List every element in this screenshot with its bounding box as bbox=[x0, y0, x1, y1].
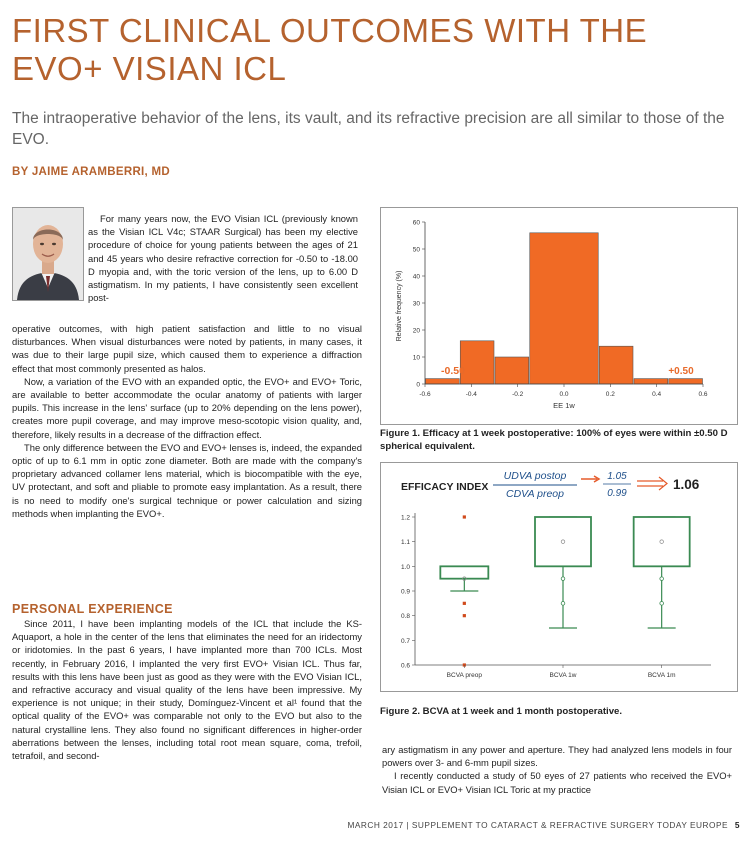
y-tick-label: 30 bbox=[412, 300, 420, 308]
y-axis-label: Relative frequency (%) bbox=[396, 270, 403, 342]
y-tick-label: 60 bbox=[412, 219, 420, 227]
y-tick-label: 20 bbox=[412, 327, 420, 335]
iqr-box bbox=[634, 517, 690, 566]
formula-numerator: UDVA postop bbox=[503, 470, 567, 482]
author-byline: BY JAIME ARAMBERRI, MD bbox=[12, 166, 171, 178]
efficacy-result: 1.06 bbox=[673, 477, 700, 492]
ratio-denominator: 0.99 bbox=[607, 488, 627, 499]
formula-denominator: CDVA preop bbox=[506, 488, 564, 500]
histogram-bar-0 bbox=[426, 379, 460, 384]
y-tick-label: 0.9 bbox=[400, 588, 410, 596]
author-portrait-image bbox=[13, 208, 83, 300]
y-tick-label: 40 bbox=[412, 273, 420, 281]
category-label: BCVA 1w bbox=[549, 672, 577, 679]
x-axis-label: EE 1w bbox=[553, 401, 575, 410]
whisker-dot bbox=[561, 602, 565, 606]
body-text-left bbox=[12, 322, 362, 520]
paragraph-1a: For many years now, the EVO Visian ICL (previously known as the Visian ICL V4c; STAAR Surgical) has been my elective procedure of choice for young patients between the ages of 21 and 45 years who desire refractive correction for -0.50 to -18.00 D myopia and, with the toric version of the lens, up to 6.00 D astigmatism. In my patients, I have consistently seen excellent post- bbox=[88, 213, 358, 304]
figure-1-caption: Figure 1. Efficacy at 1 week postoperative: 100% of eyes were within ±0.50 D spherical equivalent. bbox=[380, 428, 728, 452]
article-subtitle: The intraoperative behavior of the lens, its vault, and its refractive precision are all similar to those of the EVO. bbox=[12, 110, 725, 148]
y-tick-label: 50 bbox=[412, 246, 420, 254]
y-tick-label: 0.6 bbox=[400, 662, 410, 670]
x-tick-label: -0.4 bbox=[465, 391, 477, 398]
x-tick-label: 0.4 bbox=[652, 391, 662, 398]
section-heading-personal-experience: PERSONAL EXPERIENCE bbox=[12, 602, 173, 616]
histogram-bar-6 bbox=[669, 379, 703, 384]
body-text-right bbox=[382, 743, 732, 796]
category-label: BCVA preop bbox=[446, 672, 482, 679]
figure-2-frame bbox=[380, 462, 738, 692]
page-footer bbox=[320, 820, 740, 830]
boxplot-2 bbox=[634, 517, 690, 628]
annotation-minus-050: -0.50 bbox=[441, 365, 465, 377]
footer-text: MARCH 2017 | SUPPLEMENT TO CATARACT & REFRACTIVE SURGERY TODAY EUROPE bbox=[347, 820, 729, 830]
boxplot-1 bbox=[535, 517, 591, 628]
iqr-box bbox=[535, 517, 591, 566]
histogram-bar-2 bbox=[495, 357, 529, 384]
y-tick-label: 1.2 bbox=[400, 514, 410, 522]
y-tick-label: 0 bbox=[416, 381, 420, 389]
paragraph-2: Now, a variation of the EVO with an expanded optic, the EVO+ and EVO+ Toric, are available to better accommodate the ocular anatomy of patients with larger pupils. This increase in the lens' surface (up to 20% depending on the lens power), creates more pupil coverage, and may improve meso-scotopic vision quality, and, therefore, likely results in a decrease of the diffraction effect. bbox=[12, 375, 362, 440]
y-tick-label: 1.1 bbox=[400, 539, 410, 547]
y-tick-label: 0.8 bbox=[400, 613, 410, 621]
figure-1-frame bbox=[380, 207, 738, 425]
bcva-boxplot bbox=[381, 463, 737, 691]
efficacy-histogram bbox=[381, 208, 737, 424]
body-text-intro bbox=[88, 212, 358, 304]
whisker-dot bbox=[561, 577, 565, 581]
outlier-point bbox=[463, 515, 466, 518]
y-tick-label: 0.7 bbox=[400, 637, 410, 645]
title-line-1: FIRST CLINICAL OUTCOMES WITH THE bbox=[12, 12, 648, 49]
boxplot-0 bbox=[440, 515, 488, 666]
outlier-point bbox=[463, 602, 466, 605]
x-tick-label: 0.6 bbox=[698, 391, 708, 398]
efficacy-index-title: EFFICACY INDEX bbox=[401, 481, 489, 493]
figure-2-caption: Figure 2. BCVA at 1 week and 1 month postoperative. bbox=[380, 706, 623, 717]
histogram-bar-5 bbox=[634, 379, 668, 384]
histogram-bar-3 bbox=[530, 233, 599, 384]
x-tick-label: 0.0 bbox=[559, 391, 569, 398]
author-photo bbox=[12, 207, 84, 301]
page-number: 5 bbox=[734, 820, 740, 830]
annotation-plus-050: +0.50 bbox=[668, 366, 694, 377]
category-label: BCVA 1m bbox=[647, 672, 676, 679]
body-text-personal bbox=[12, 617, 362, 762]
y-tick-label: 1.0 bbox=[400, 563, 410, 571]
y-tick-label: 10 bbox=[412, 354, 420, 362]
paragraph-6: I recently conducted a study of 50 eyes of 27 patients who received the EVO+ Visian ICL or EVO+ Visian ICL Toric at my practice bbox=[382, 770, 732, 795]
paragraph-3: The only difference between the EVO and EVO+ lenses is, indeed, the expanded optic of up to 6.1 mm in optic zone diameter. Both are made with the company's proprietary advanced collamer lens material, which is biocompatible with the eye, UV protectant, and soft and pliable to promote easy implantation. As a result, there is no need to modify one's surgical technique or power calculation and sizing methods when implanting the EVO+. bbox=[12, 441, 362, 519]
whisker-dot bbox=[660, 577, 664, 581]
whisker-dot bbox=[660, 602, 664, 606]
double-arrow-icon bbox=[637, 477, 667, 490]
paragraph-5: ary astigmatism in any power and aperture. They had analyzed lens models in four powers over 3- and 6-mm pupil sizes. bbox=[382, 744, 732, 769]
paragraph-4: Since 2011, I have been implanting models of the ICL that include the KS-Aquaport, a hole in the center of the lens that eliminates the need for an iridectomy or iridotomies. In the past 6 years, I have implanted more than 700 ICLs. Most recently, in February 2016, I implanted the very first EVO+ Visian ICL. Thus far, results with this lens have been just as good as they were with the EVO Visian ICL, and refractive accuracy and visual quality of the lens have been impressive. My experience is not unique; in their study, Domínguez-Vincent et al¹ found that the optical quality of the EVO+ was comparable not only to the EVO but also to the natural crystalline lens. They also found no significant differences in higher-order aberrations between the lenses, including total root mean square, coma, trefoil, tetrafoil, and second- bbox=[12, 618, 362, 762]
histogram-bar-1 bbox=[460, 341, 494, 384]
paragraph-1b: operative outcomes, with high patient satisfaction and little to no visual disturbances. When visual disturbances were noted by patients, in many cases, it was due to their large pupil size, which caused them to experience a diffraction effect that most commonly presented as halos. bbox=[12, 323, 362, 374]
x-tick-label: 0.2 bbox=[605, 391, 615, 398]
histogram-bar-4 bbox=[599, 346, 633, 384]
outlier-point bbox=[463, 614, 466, 617]
article-title bbox=[12, 12, 738, 88]
title-line-2: EVO+ VISIAN ICL bbox=[12, 50, 287, 87]
x-tick-label: -0.6 bbox=[419, 391, 431, 398]
ratio-numerator: 1.05 bbox=[607, 471, 627, 482]
x-tick-label: -0.2 bbox=[512, 391, 524, 398]
